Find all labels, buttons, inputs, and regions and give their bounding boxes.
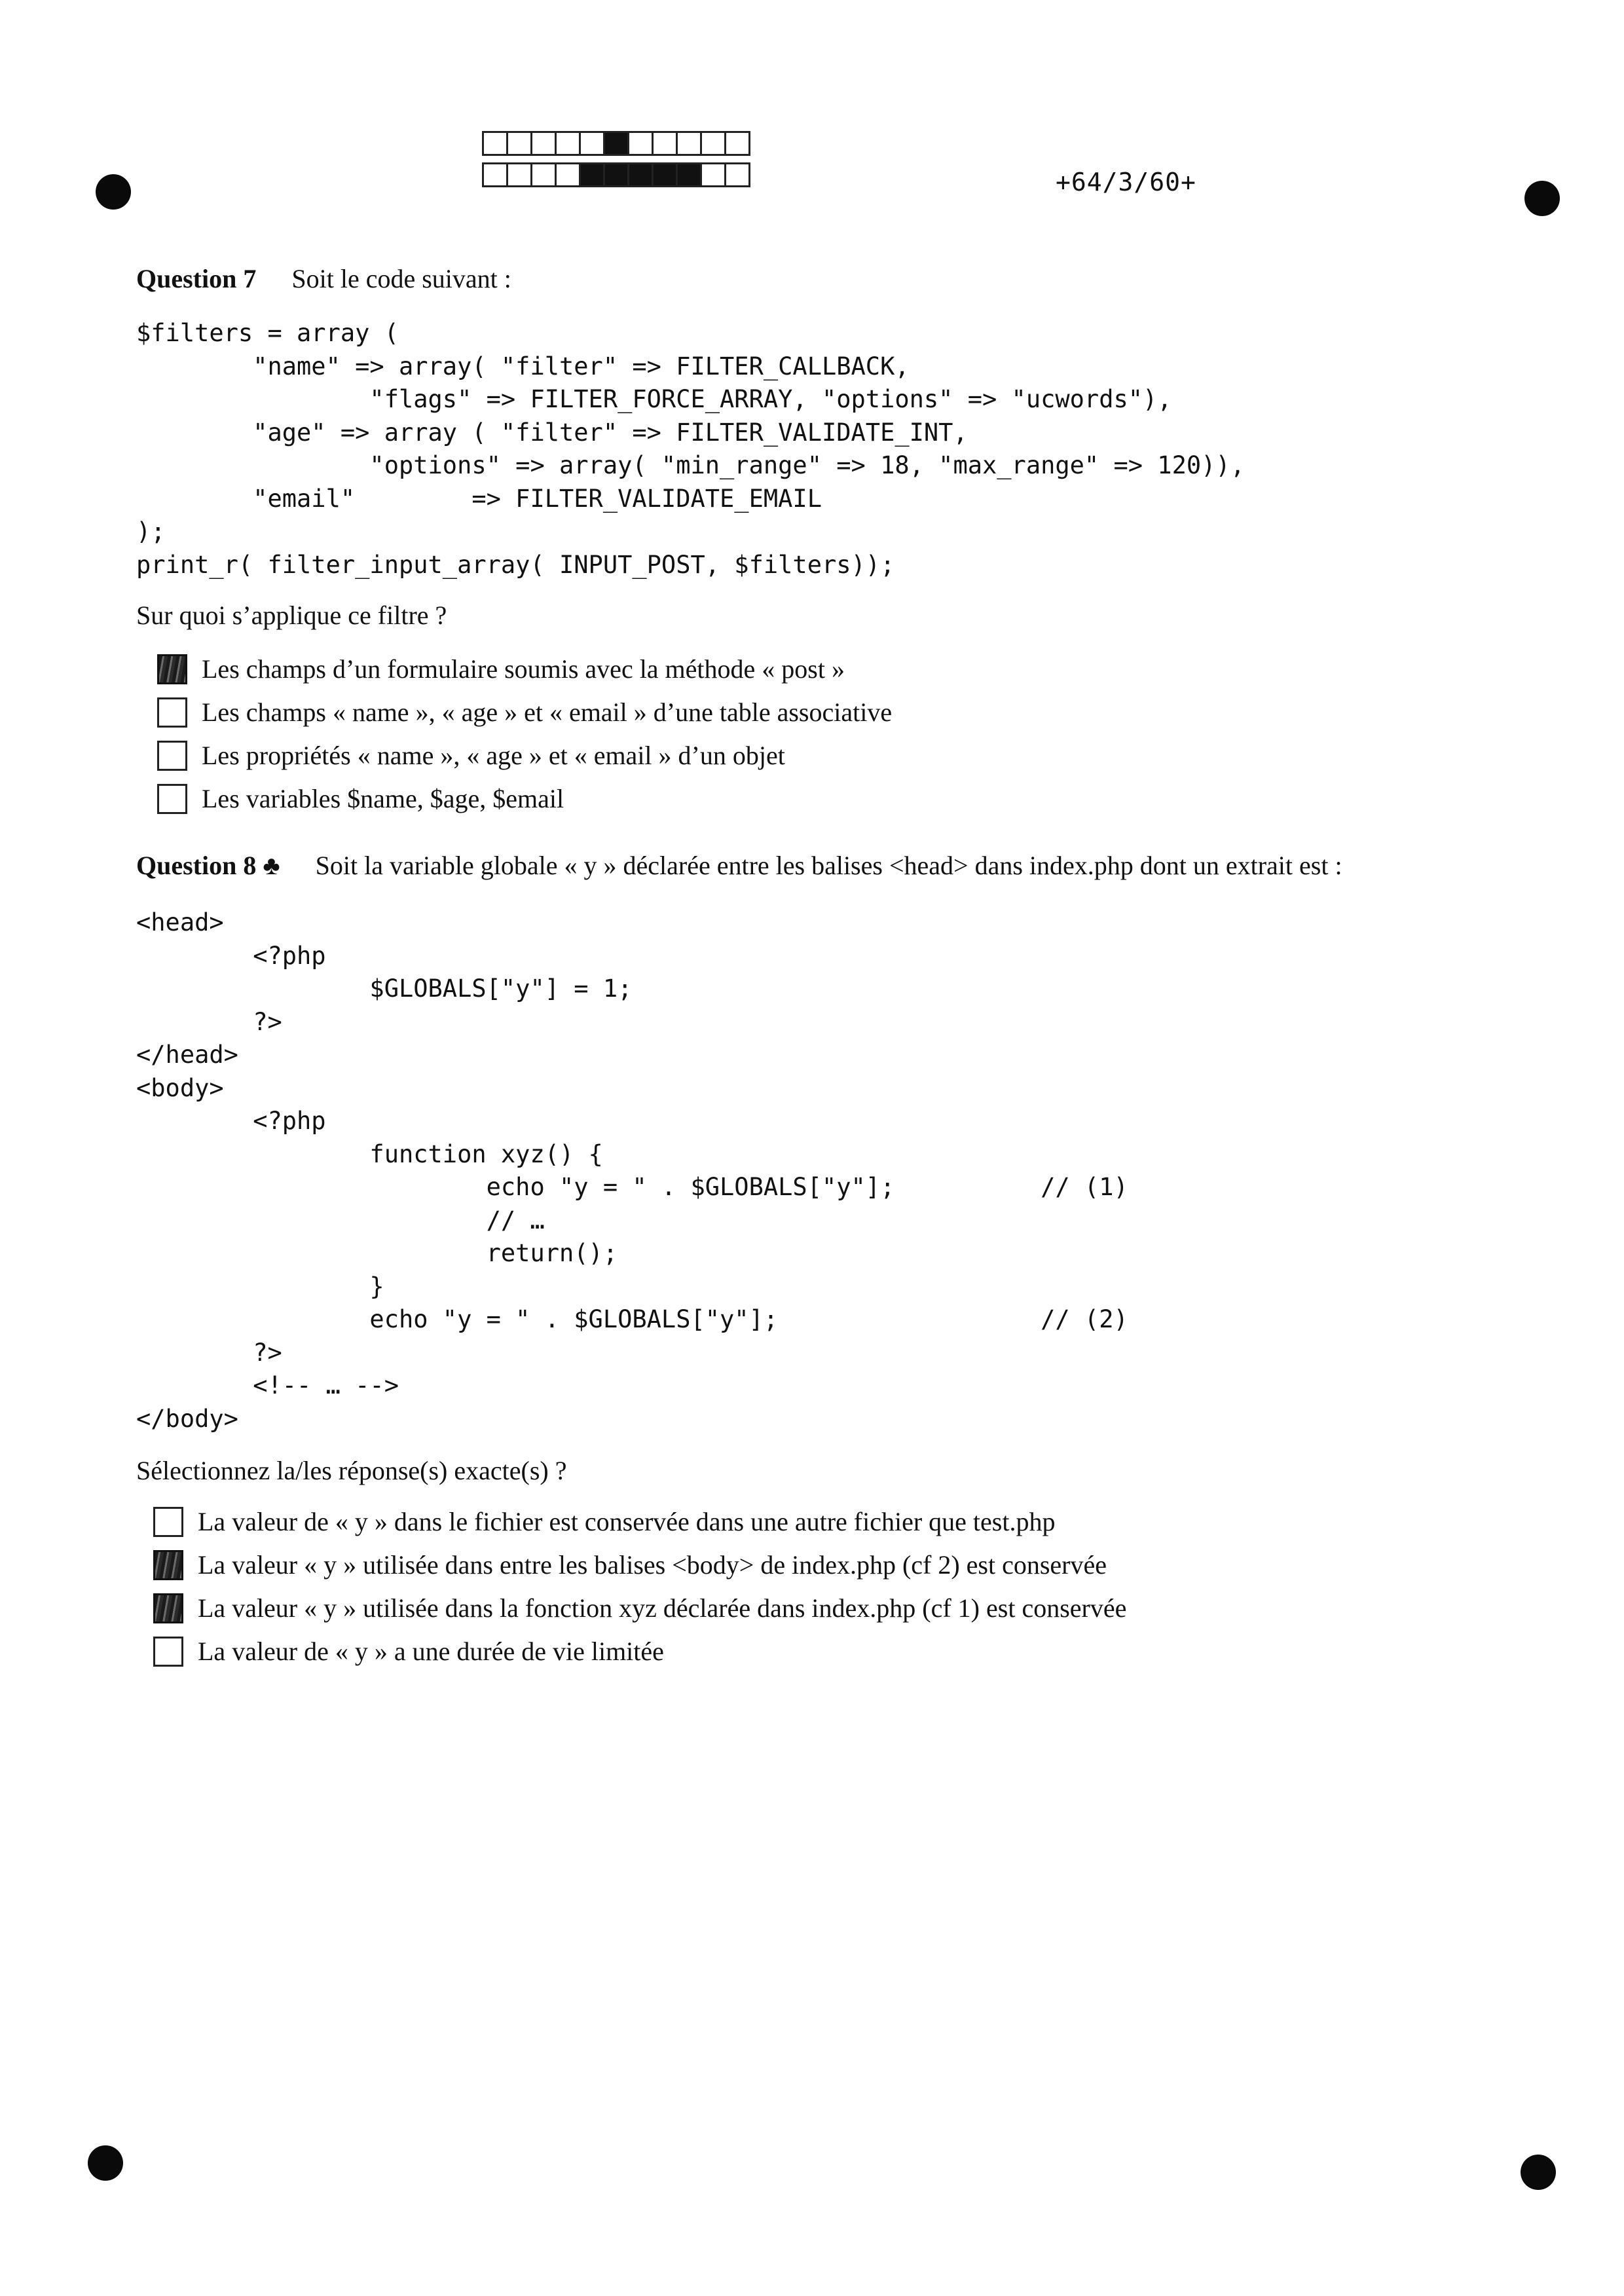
q7-option-3[interactable] bbox=[157, 740, 785, 771]
q8-option-1[interactable] bbox=[153, 1506, 1055, 1537]
q8-option-2-checkbox[interactable] bbox=[153, 1550, 183, 1580]
q7-option-4-checkbox[interactable] bbox=[157, 784, 187, 814]
registration-mark-top-right bbox=[1524, 181, 1560, 216]
q7-option-2[interactable] bbox=[157, 697, 892, 728]
q7-option-2-checkbox[interactable] bbox=[157, 697, 187, 728]
q8-option-2[interactable] bbox=[153, 1549, 1107, 1580]
q8-option-3-checkbox[interactable] bbox=[153, 1593, 183, 1623]
q8-option-3[interactable] bbox=[153, 1593, 1126, 1623]
q7-option-4-label: Les variables $name, $age, $email bbox=[202, 784, 564, 813]
q7-option-1-label: Les champs d’un formulaire soumis avec la méthode « post » bbox=[202, 654, 845, 684]
q8-option-1-checkbox[interactable] bbox=[153, 1507, 183, 1537]
question-7-prompt: Sur quoi s’applique ce filtre ? bbox=[136, 601, 447, 630]
q8-option-4-checkbox[interactable] bbox=[153, 1637, 183, 1667]
registration-mark-top-left bbox=[96, 174, 131, 210]
registration-mark-bottom-right bbox=[1521, 2155, 1556, 2190]
question-7-header bbox=[136, 263, 511, 294]
question-7-label: Question 7 bbox=[136, 264, 257, 293]
question-8-header bbox=[136, 850, 1342, 881]
question-8-prompt: Sélectionnez la/les réponse(s) exacte(s) ? bbox=[136, 1456, 567, 1485]
question-8-label: Question 8 ♣ bbox=[136, 851, 280, 880]
q8-option-2-label: La valeur « y » utilisée dans entre les balises <body> de index.php (cf 2) est conservée bbox=[198, 1550, 1107, 1580]
question-8-intro: Soit la variable globale « y » déclarée entre les balises <head> dans index.php dont un extrait est : bbox=[315, 851, 1342, 880]
id-boxes-row-1 bbox=[482, 131, 748, 157]
q7-option-4[interactable] bbox=[157, 783, 564, 814]
registration-mark-bottom-left bbox=[88, 2145, 123, 2181]
question-7-intro: Soit le code suivant : bbox=[291, 264, 511, 293]
q7-option-2-label: Les champs « name », « age » et « email » d’une table associative bbox=[202, 697, 893, 727]
question-8-code: <head> <?php $GLOBALS["y"] = 1; ?> </head> <body> <?php function xyz() { echo "y = " . $GLOBALS["y"]; // (1) // … return(); } echo "y = " . $GLOBALS["y"]; // (2) ?> <!-- … --> </body> bbox=[136, 908, 1128, 1433]
q7-option-3-label: Les propriétés « name », « age » et « email » d’un objet bbox=[202, 741, 785, 770]
q8-option-4[interactable] bbox=[153, 1636, 664, 1667]
id-boxes-row-2 bbox=[482, 162, 748, 189]
q8-option-3-label: La valeur « y » utilisée dans la fonction xyz déclarée dans index.php (cf 1) est conservée bbox=[198, 1593, 1127, 1623]
question-7-code: $filters = array ( "name" => array( "filter" => FILTER_CALLBACK, "flags" => FILTER_FORCE_ARRAY, "options" => "ucwords"), "age" => array ( "filter" => FILTER_VALIDATE_INT, "options" => array( "min_range" => 18, "max_range" => 120)), "email" => FILTER_VALIDATE_EMAIL ); print_r( filter_input_array( INPUT_POST, $filters)); bbox=[136, 319, 1245, 579]
page-identifier: +64/3/60+ bbox=[1056, 168, 1196, 196]
q8-option-4-label: La valeur de « y » a une durée de vie limitée bbox=[198, 1637, 664, 1666]
q7-option-1-checkbox[interactable] bbox=[157, 654, 187, 684]
q7-option-3-checkbox[interactable] bbox=[157, 741, 187, 771]
q8-option-1-label: La valeur de « y » dans le fichier est conservée dans une autre fichier que test.php bbox=[198, 1507, 1056, 1536]
q7-option-1[interactable] bbox=[157, 654, 845, 684]
